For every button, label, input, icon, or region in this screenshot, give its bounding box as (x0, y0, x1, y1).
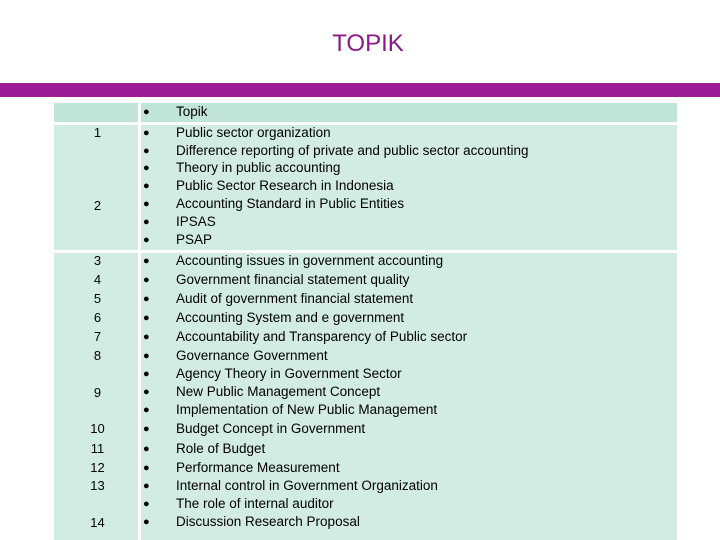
bullet-icon: ● (143, 274, 150, 286)
table-header-label: Topik (176, 104, 208, 119)
bullet-icon: ● (143, 312, 150, 324)
bullet-icon: ● (143, 331, 150, 343)
row-number: 4 (93, 272, 102, 287)
bullet-icon: ● (143, 180, 150, 192)
bullet-icon: ● (143, 443, 150, 455)
topic-item: Budget Concept in Government (176, 421, 366, 436)
bullet-icon: ● (143, 234, 150, 246)
bullet-icon: ● (143, 462, 150, 474)
topic-item: Discussion Research Proposal (176, 514, 360, 529)
row-number: 13 (90, 478, 105, 493)
row-number: 7 (93, 329, 102, 344)
row-number: 12 (90, 460, 105, 475)
topic-item: Performance Measurement (176, 460, 340, 475)
topic-item: Agency Theory in Government Sector (176, 366, 402, 381)
bullet-icon: ● (143, 350, 150, 362)
bullet-icon: ● (143, 480, 150, 492)
row-number: 9 (93, 385, 102, 400)
bullet-icon: ● (143, 127, 150, 139)
bullet-icon: ● (143, 386, 150, 398)
topic-item: IPSAS (176, 214, 216, 229)
bullet-icon: ● (143, 145, 150, 157)
row-number: 2 (93, 198, 102, 213)
topic-item: Audit of government financial statement (176, 291, 414, 306)
page-title: TOPIK (332, 30, 404, 57)
bullet-icon: ● (143, 216, 150, 228)
topic-item: Accounting Standard in Public Entities (176, 196, 405, 211)
bullet-icon: ● (143, 404, 150, 416)
topic-item: Internal control in Government Organization (176, 478, 438, 493)
bullet-icon: ● (143, 516, 150, 528)
row-number: 10 (90, 421, 105, 436)
bullet-icon: ● (143, 255, 150, 267)
bullet-icon: ● (143, 198, 150, 210)
topic-item: Theory in public accounting (176, 160, 341, 175)
topic-item: The role of internal auditor (176, 496, 334, 511)
row-number: 6 (93, 310, 102, 325)
topic-item: Role of Budget (176, 441, 266, 456)
topic-item: Implementation of New Public Management (176, 402, 438, 417)
row-number: 8 (93, 348, 102, 363)
row-number: 14 (90, 515, 105, 530)
bullet-icon: ● (143, 293, 150, 305)
topic-item: Governance Government (176, 348, 328, 363)
bullet-icon: ● (143, 498, 150, 510)
topic-item: Difference reporting of private and public sector accounting (176, 143, 529, 158)
row-number: 5 (93, 291, 102, 306)
bullet-icon: ● (143, 162, 150, 174)
topic-item: Government financial statement quality (176, 272, 410, 287)
topic-item: New Public Management Concept (176, 384, 381, 399)
bullet-icon: ● (143, 106, 150, 118)
topic-item: Public sector organization (176, 125, 331, 140)
topic-item: PSAP (176, 232, 213, 247)
row-number: 11 (90, 441, 105, 456)
bullet-icon: ● (143, 423, 150, 435)
bullet-icon: ● (143, 368, 150, 380)
topic-item: Accountability and Transparency of Public sector (176, 329, 468, 344)
header-band (0, 83, 720, 97)
topic-item: Accounting issues in government accounting (176, 253, 444, 268)
row-number: 1 (93, 125, 102, 140)
topic-item: Accounting System and e government (176, 310, 405, 325)
row-number: 3 (93, 253, 102, 268)
topic-item: Public Sector Research in Indonesia (176, 178, 394, 193)
